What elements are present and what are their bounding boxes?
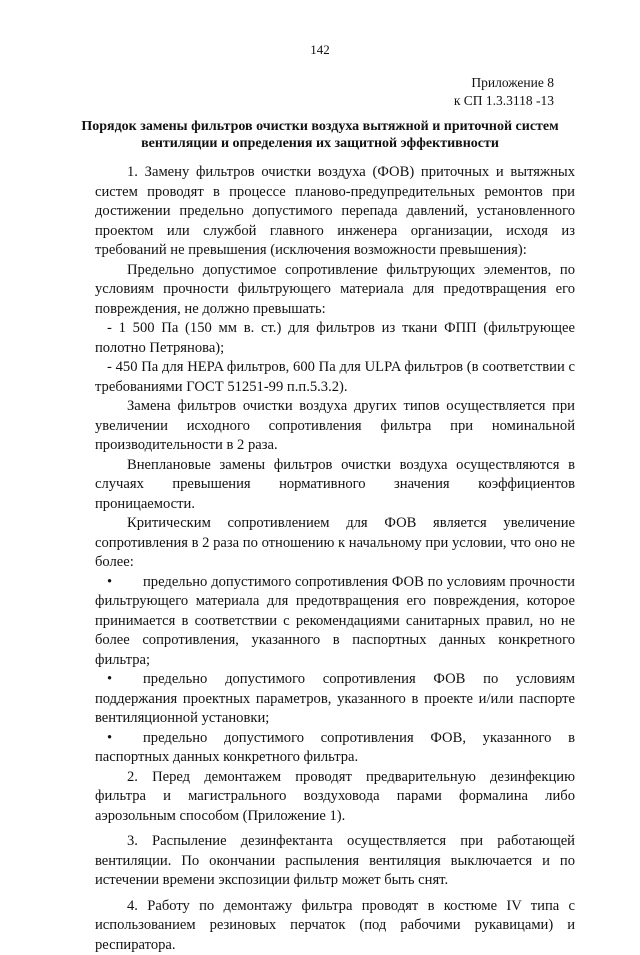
paragraph-6: 2. Перед демонтажем проводят предварительную дезинфекцию фильтра и магистрального воздуховода парами формалина либо аэрозольным способом (Приложение 1). bbox=[95, 768, 575, 827]
dash-item-1: - 1 500 Па (150 мм в. ст.) для фильтров из ткани ФПП (фильтрующее полотно Петрянова); bbox=[95, 319, 575, 358]
page-number: 142 bbox=[0, 42, 640, 58]
paragraph-1: 1. Замену фильтров очистки воздуха (ФОВ) приточных и вытяжных систем проводят в процессе планово-предупредительных ремонтов при достижении предельно допустимого перепада давлений, установленного проектом или службой главного инженера организации, исходя из требований не превышения (исключения возможности превышения): bbox=[95, 163, 575, 261]
paragraph-4: Внеплановые замены фильтров очистки воздуха осуществляются в случаях превышения нормативного значения коэффициентов проницаемости. bbox=[95, 456, 575, 515]
bullet-item-3 bbox=[95, 729, 575, 768]
bullet-item-1 bbox=[95, 573, 575, 671]
appendix-label: Приложение 8 bbox=[454, 74, 554, 92]
document-body bbox=[95, 163, 575, 955]
document-title: Порядок замены фильтров очистки воздуха вытяжной и приточной систем вентиляции и определения их защитной эффективности bbox=[60, 118, 580, 152]
paragraph-5: Критическим сопротивлением для ФОВ является увеличение сопротивления в 2 раза по отношению к начальному при условии, что оно не более: bbox=[95, 514, 575, 573]
paragraph-3: Замена фильтров очистки воздуха других типов осуществляется при увеличении исходного сопротивления фильтра при номинальной производительности в 2 раза. bbox=[95, 397, 575, 456]
dash-item-2: - 450 Па для HEPA фильтров, 600 Па для ULPA фильтров (в соответствии с требованиями ГОСТ 51251-99 п.п.5.3.2). bbox=[95, 358, 575, 397]
appendix-document-ref: к СП 1.3.3118 -13 bbox=[454, 92, 554, 110]
appendix-reference bbox=[454, 74, 554, 110]
paragraph-7: 3. Распыление дезинфектанта осуществляется при работающей вентиляции. По окончании распыления вентиляция выключается и по истечении времени экспозиции фильтр может быть снят. bbox=[95, 832, 575, 891]
bullet-text: предельно допустимого сопротивления ФОВ, указанного в паспортных данных конкретного фильтра. bbox=[95, 730, 575, 766]
paragraph-2: Предельно допустимое сопротивление фильтрующих элементов, по условиям прочности фильтрующего материала для предотвращения его повреждения, не должно превышать: bbox=[95, 261, 575, 320]
bullet-item-2 bbox=[95, 670, 575, 729]
bullet-text: предельно допустимого сопротивления ФОВ по условиям прочности фильтрующего материала для предотвращения его повреждения, которое принимается в соответствии с рекомендациями санитарных правил, но не более сопротивления, указанного в паспортных данных конкретного фильтра; bbox=[95, 574, 575, 668]
bullet-text: предельно допустимого сопротивления ФОВ по условиям поддержания проектных параметров, указанного в проекте и/или паспорте вентиляционной установки; bbox=[95, 671, 575, 726]
paragraph-8: 4. Работу по демонтажу фильтра проводят в костюме IV типа с использованием резиновых перчаток (под рабочими рукавицами) и респиратора. bbox=[95, 897, 575, 955]
bullet-icon: • bbox=[107, 729, 143, 749]
bullet-icon: • bbox=[107, 670, 143, 690]
bullet-icon: • bbox=[107, 573, 143, 593]
